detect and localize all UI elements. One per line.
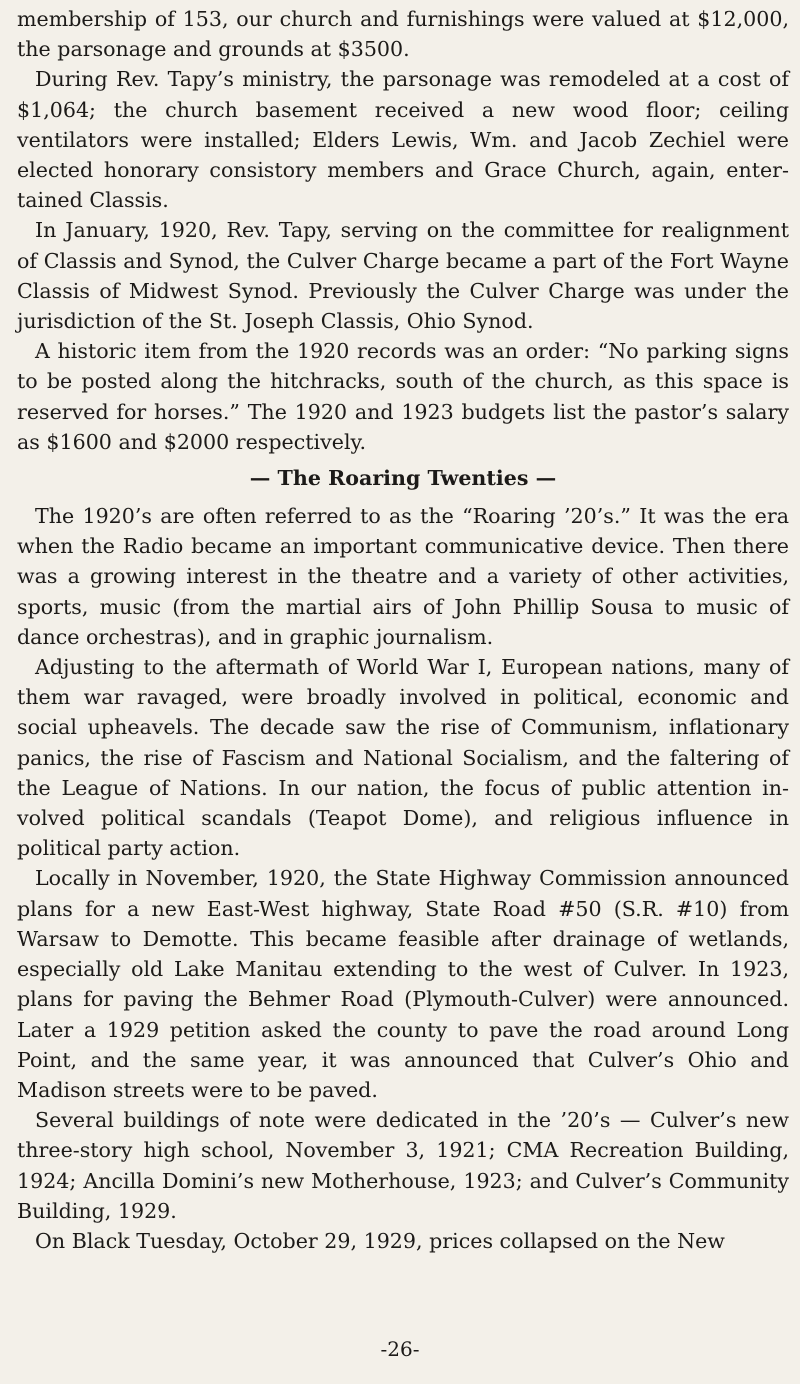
- paragraph: Adjusting to the aftermath of World War I, European nations, many of them war ravaged, were broadly involved in political, economic and social upheavels. The decade saw the rise of Communism, inflationary panics, the rise of Fascism and National Socialism, and the faltering of the League of Nations. In our nation, the focus of public attention involved political scandals (Teapot Dome), and religious influence in political party action.: [17, 655, 789, 861]
- page-number: -26-: [380, 1337, 420, 1361]
- paragraph: In January, 1920, Rev. Tapy, serving on the committee for realignment of Classis and Synod, the Culver Charge became a part of the Fort Wayne Classis of Midwest Synod. Previously the Culver Charge was under the jurisdiction of the St. Joseph Classis, Ohio Synod.: [17, 218, 789, 334]
- paragraph: On Black Tuesday, October 29, 1929, prices collapsed on the New: [35, 1228, 725, 1253]
- paragraph: A historic item from the 1920 records was an order: “No parking signs to be posted along the hitchracks, south of the church, as this space is reserved for horses.” The 1920 and 1923 budgets list the pastor’s salary as $1600 and $2000 respectively.: [17, 339, 789, 454]
- document-page: [17, 4, 789, 1256]
- paragraph: The 1920’s are often referred to as the “Roaring ’20’s.” It was the era when the Radio became an important communicative device. Then there was a growing interest in the theatre and a variety of other activities, sports, music (from the martial airs of John Phillip Sousa to music of dance orchestras), and in graphic journalism.: [17, 504, 789, 649]
- paragraph: membership of 153, our church and furnishings were valued at $12,000, the parsonage and grounds at $3500.: [17, 7, 789, 62]
- section-heading: — The Roaring Twenties —: [249, 466, 557, 491]
- paragraph: Locally in November, 1920, the State Highway Commission announced plans for a new East-West highway, State Road #50 (S.R. #10) from Warsaw to Demotte. This became feasible after drainage of wetlands, especially old Lake Manitau extending to the west of Culver. In 1923, plans for paving the Behmer Road (Plymouth-Culver) were announced. Later a 1929 petition asked the county to pave the road around Long Point, and the same year, it was announced that Culver’s Ohio and Madison streets were to be paved.: [17, 866, 789, 1102]
- paragraph: During Rev. Tapy’s ministry, the parsonage was remodeled at a cost of $1,064; the church basement received a new wood floor; ceiling ventilators were installed; Elders Lewis, Wm. and Jacob Zechiel were elected honorary consistory members and Grace Church, again, entertained Classis.: [17, 67, 789, 213]
- paragraph: Several buildings of note were dedicated in the ’20’s — Culver’s new three-story high school, November 3, 1921; CMA Recreation Building, 1924; Ancilla Domini’s new Motherhouse, 1923; and Culver’s Community Building, 1929.: [17, 1108, 789, 1223]
